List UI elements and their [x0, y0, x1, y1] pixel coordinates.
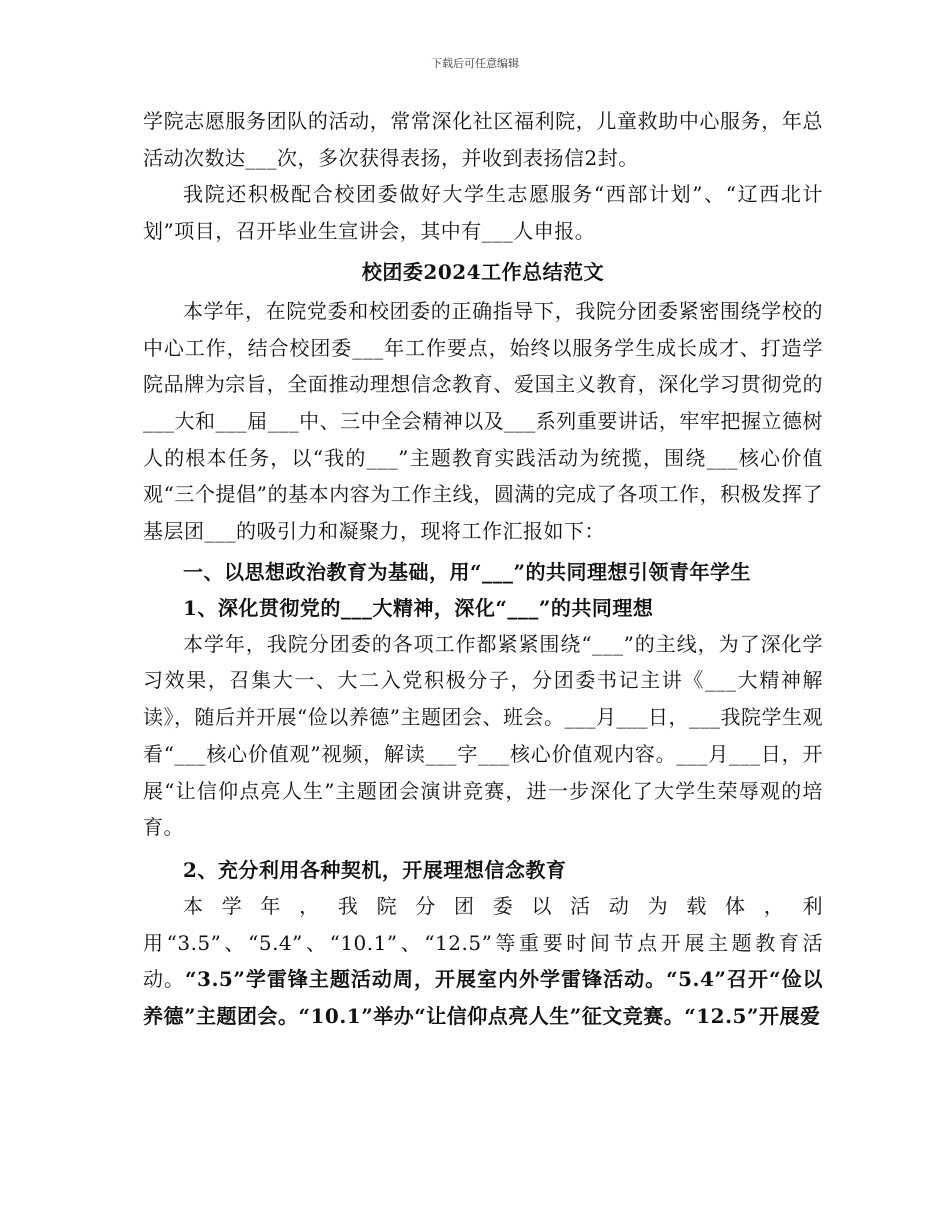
paragraph-theme-activities-bold: “3.5”学雷锋主题活动周，开展室内外学雷锋活动。“5.4”召开“俭以养德”主题团会。“10.1”举办“让信仰点亮人生”征文竞赛。“12.5”开展爱: [143, 967, 824, 1029]
paragraph-theme-activities: [143, 888, 823, 1035]
paragraph-introduction: 本学年，在院党委和校团委的正确指导下，我院分团委紧密围绕学校的中心工作，结合校团委___年工作要点，始终以服务学生成长成才、打造学院品牌为宗旨，全面推动理想信念教育、爱国主义教育，深化学习贯彻党的___大和___届___中、三中全会精神以及___系列重要讲话，牢牢把握立德树人的根本任务，以“我的___”主题教育实践活动为统揽，围绕___核心价值观“三个提倡”的基本内容为工作主线，圆满的完成了各项工作，积极发挥了基层团___的吸引力和凝聚力，现将工作汇报如下：: [143, 298, 823, 544]
document-body: [143, 103, 823, 1035]
section-heading-1: 一、以思想政治教育为基础，用“___”的共同理想引领青年学生: [183, 559, 752, 584]
subsection-heading-2: 2、充分利用各种契机，开展理想信念教育: [183, 857, 567, 882]
document-title: 校团委2024工作总结范文: [361, 259, 605, 284]
paragraph-study-effect: 本学年，我院分团委的各项工作都紧紧围绕“___”的主线，为了深化学习效果，召集大一、大二入党积极分子，分团委书记主讲《___大精神解读》，随后并开展“俭以养德”主题团会、班会。___月___日，___我院学生观看“___核心价值观”视频，解读___字___核心价值观内容。___月___日，开展“让信仰点亮人生”主题团会演讲竞赛，进一步深化了大学生荣辱观的培育。: [143, 631, 823, 840]
paragraph-theme-activities-normal: 本学年，我院分团委以活动为载体，利用“3.5”、“5.4”、“10.1”、“12.5”等重要时间节点开展主题教育活动。: [143, 893, 823, 992]
subsection-heading-1: 1、深化贯彻党的___大精神，深化“___”的共同理想: [183, 595, 654, 620]
paragraph-western-plan: 我院还积极配合校团委做好大学生志愿服务“西部计划”、“辽西北计划”项目，召开毕业生宣讲会，其中有___人申报。: [143, 182, 823, 244]
paragraph-volunteer-activities: 学院志愿服务团队的活动，常常深化社区福利院，儿童救助中心服务，年总活动次数达___次，多次获得表扬，并收到表扬信2封。: [143, 109, 823, 170]
page-header: 下载后可任意编辑: [431, 57, 519, 70]
